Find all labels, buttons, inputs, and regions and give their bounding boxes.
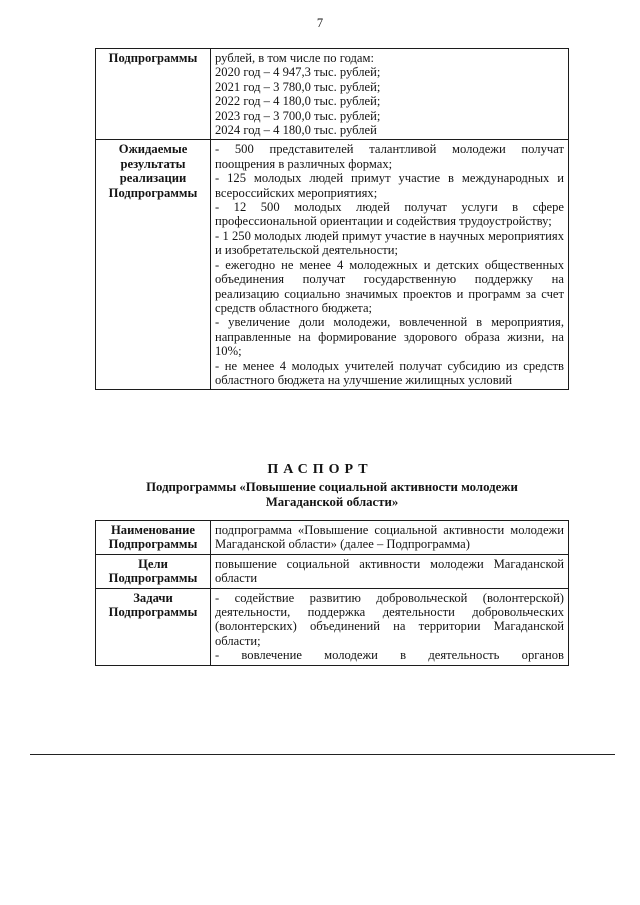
- funding-line: 2024 год – 4 180,0 тыс. рублей: [215, 123, 377, 138]
- task-item: - вовлечение молодежи в деятельность органов: [215, 648, 564, 663]
- label-line: Наименование: [111, 523, 195, 537]
- name-label: [96, 521, 211, 555]
- funding-label: [96, 49, 211, 140]
- expected-results-label: [96, 140, 211, 390]
- tasks-list: [211, 588, 569, 665]
- passport-table: [95, 520, 569, 666]
- expected-results-row: [96, 140, 569, 390]
- funding-line: 2023 год – 3 700,0 тыс. рублей;: [215, 108, 381, 123]
- funding-line: 2020 год – 4 947,3 тыс. рублей;: [215, 65, 381, 80]
- passport-subtitle-line: Подпрограммы «Повышение социальной активности молодежи: [146, 480, 518, 494]
- funding-line: рублей, в том числе по годам:: [215, 51, 374, 65]
- tasks-label: [96, 588, 211, 665]
- label-line: Цели: [138, 556, 168, 571]
- result-item: - не менее 4 молодых учителей получат субсидию из средств областного бюджета на улучшение жилищных условий: [215, 358, 564, 387]
- result-item: - 1 250 молодых людей примут участие в научных мероприятиях и изобретательской деятельности;: [215, 228, 564, 258]
- funding-label-text: Подпрограммы: [108, 51, 198, 65]
- label-line: Подпрограммы: [108, 605, 198, 620]
- name-text: подпрограмма «Повышение социальной активности молодежи Магаданской области» (далее – Подпрограмма): [211, 521, 569, 555]
- funding-row: [96, 49, 569, 140]
- label-line: Подпрограммы: [108, 537, 198, 552]
- funding-and-results-table: [95, 48, 569, 390]
- result-item: - 500 представителей талантливой молодежи получат поощрения в различных формах;: [215, 142, 564, 171]
- expected-results-list: [211, 140, 569, 390]
- tasks-row: [96, 588, 569, 665]
- passport-title: ПАСПОРТ: [267, 462, 373, 477]
- footer-divider: [30, 754, 615, 755]
- passport-subtitle: [95, 480, 569, 510]
- label-line: реализации: [119, 171, 187, 186]
- label-line: Подпрограммы: [108, 571, 198, 586]
- page-number: 7: [316, 16, 324, 30]
- goals-label: [96, 554, 211, 588]
- funding-line: 2022 год – 4 180,0 тыс. рублей;: [215, 94, 381, 109]
- goals-row: [96, 554, 569, 588]
- passport-subtitle-line: Магаданской области»: [265, 495, 399, 509]
- result-item: - увеличение доли молодежи, вовлеченной в мероприятия, направленные на формирование здорового образа жизни, на 10%;: [215, 315, 564, 359]
- task-item: - содействие развитию добровольческой (волонтерской) деятельности, поддержка деятельности добровольческих (волонтерских) объединений на территории Магаданской области;: [215, 590, 564, 648]
- result-item: - 12 500 молодых людей получат услуги в сфере профессиональной ориентации и содействия трудоустройству;: [215, 200, 564, 229]
- name-row: [96, 521, 569, 555]
- result-item: - 125 молодых людей примут участие в международных и всероссийских мероприятиях;: [215, 171, 564, 200]
- label-line: результаты: [120, 156, 186, 171]
- label-line: Ожидаемые: [118, 142, 188, 157]
- funding-line: 2021 год – 3 780,0 тыс. рублей;: [215, 79, 381, 94]
- label-line: Подпрограммы: [108, 185, 198, 200]
- funding-text: [211, 49, 569, 140]
- label-line: Задачи: [133, 590, 173, 605]
- goals-text: повышение социальной активности молодежи Магаданской области: [211, 554, 569, 588]
- result-item: - ежегодно не менее 4 молодежных и детских общественных объединения получат государственную поддержку на реализацию социально значимых проектов и программ за счет средств областного бюджета;: [215, 257, 564, 315]
